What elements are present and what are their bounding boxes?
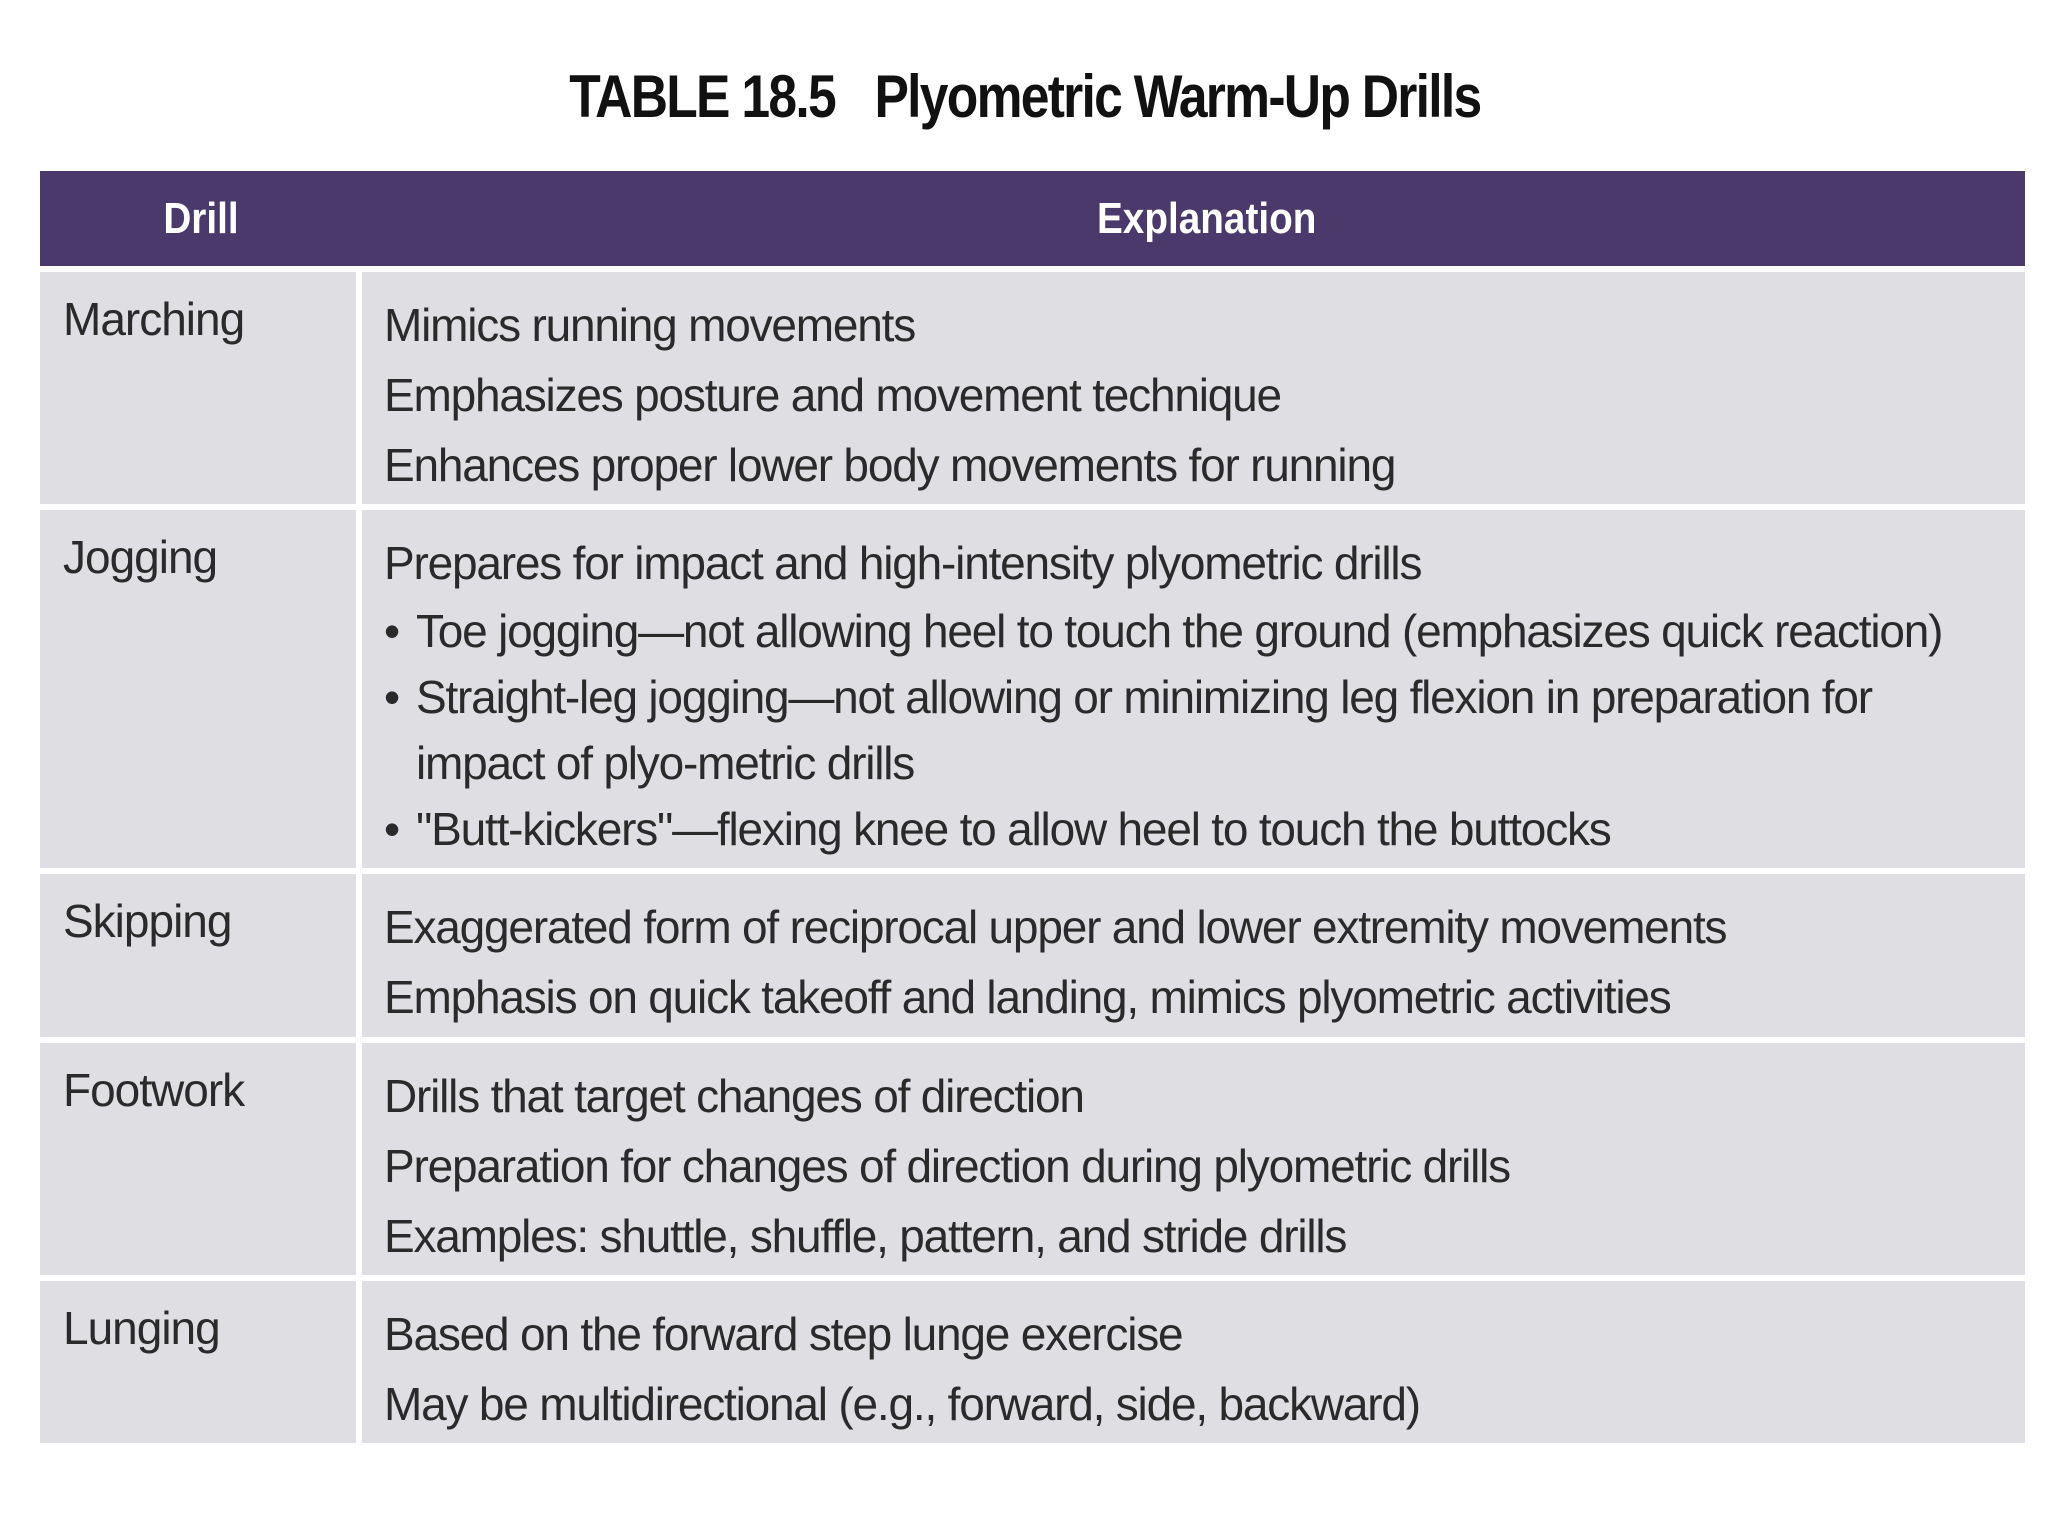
bullet-item: [384, 598, 1985, 664]
table-row: [40, 868, 2025, 1037]
table-title-text: Plyometric Warm-Up Drills: [874, 63, 1481, 130]
bullet-icon: •: [384, 605, 399, 657]
explanation-line: Prepares for impact and high-intensity plyometric drills: [384, 537, 1422, 589]
drill-name: Skipping: [40, 874, 362, 1037]
bullet-item: [384, 664, 1985, 796]
table-row: [40, 1037, 2025, 1275]
drill-name: Footwork: [40, 1043, 362, 1275]
explanation-line: Mimics running movements: [384, 299, 916, 351]
explanation-line: Enhances proper lower body movements for running: [384, 439, 1396, 491]
drill-name: Jogging: [40, 510, 362, 868]
explanation-cell: [362, 874, 2025, 1037]
bullet-text: Straight-leg jogging—not allowing or minimizing leg flexion in preparation for impact of plyo-metric drills: [416, 671, 1872, 789]
table-number: TABLE 18.5: [569, 63, 835, 130]
table-row: [40, 504, 2025, 868]
explanation-line: Emphasis on quick takeoff and landing, mimics plyometric activities: [384, 971, 1671, 1023]
explanation-line: Examples: shuttle, shuffle, pattern, and stride drills: [384, 1210, 1347, 1262]
drills-table: [40, 171, 2025, 1443]
bullet-icon: •: [384, 803, 399, 855]
explanation-cell: [362, 1281, 2025, 1443]
table-header-row: [40, 171, 2025, 266]
bullet-item: [384, 796, 1985, 862]
explanation-line: Emphasizes posture and movement technique: [384, 369, 1281, 421]
explanation-cell: [362, 510, 2025, 868]
bullet-icon: •: [384, 671, 399, 723]
drill-name: Marching: [40, 272, 362, 504]
explanation-cell: [362, 272, 2025, 504]
bullet-text: "Butt-kickers"—flexing knee to allow heel to touch the buttocks: [416, 803, 1611, 855]
explanation-cell: [362, 1043, 2025, 1275]
table-row: [40, 1275, 2025, 1443]
drill-name: Lunging: [40, 1281, 362, 1443]
explanation-line: May be multidirectional (e.g., forward, side, backward): [384, 1378, 1420, 1430]
column-header-explanation: Explanation: [1096, 193, 1317, 243]
explanation-line: Preparation for changes of direction during plyometric drills: [384, 1140, 1510, 1192]
explanation-line: Based on the forward step lunge exercise: [384, 1308, 1183, 1360]
column-header-drill: Drill: [163, 193, 239, 243]
table-row: [40, 266, 2025, 504]
bullet-text: Toe jogging—not allowing heel to touch the ground (emphasizes quick reaction): [416, 605, 1943, 657]
explanation-line: Exaggerated form of reciprocal upper and lower extremity movements: [384, 901, 1727, 953]
table-title: [144, 62, 1905, 131]
explanation-line: Drills that target changes of direction: [384, 1070, 1084, 1122]
